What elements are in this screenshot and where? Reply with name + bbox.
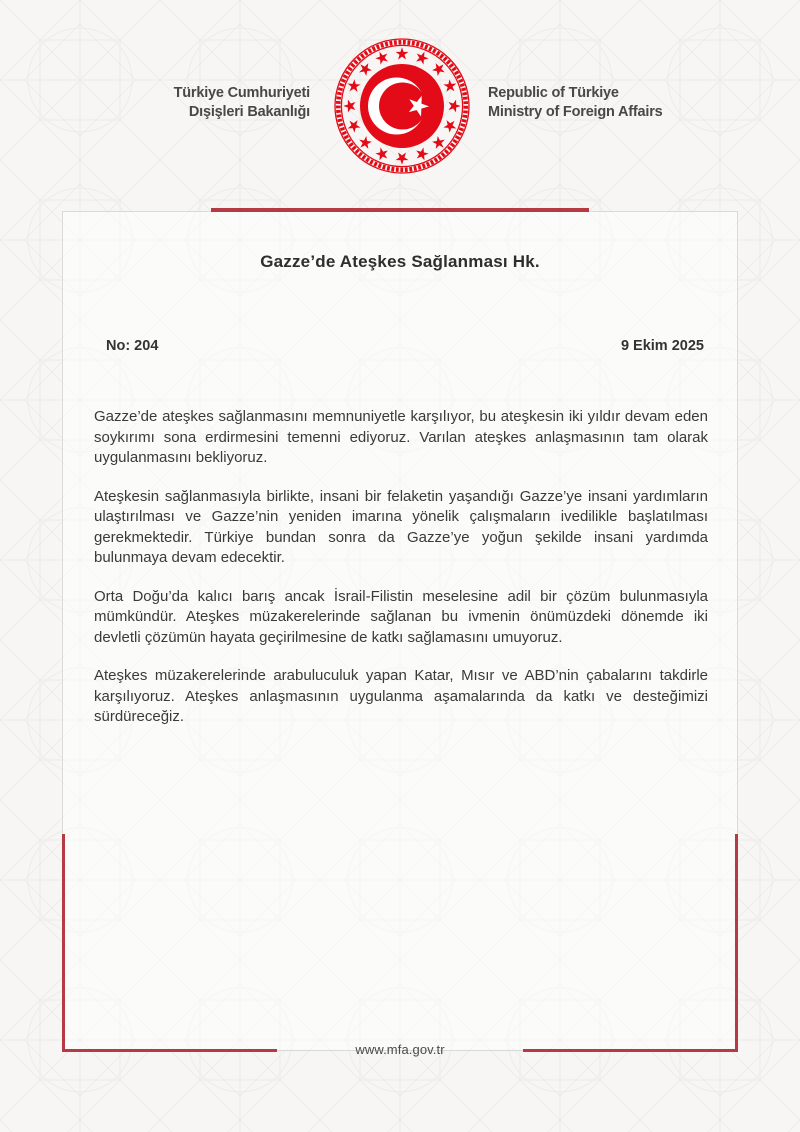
top-red-accent-bar — [211, 208, 589, 212]
org-name-en-line2: Ministry of Foreign Affairs — [488, 104, 663, 120]
document-meta-row — [106, 338, 704, 354]
org-name-en-line1: Republic of Türkiye — [488, 85, 619, 101]
turkiye-mfa-emblem-icon — [332, 36, 472, 176]
right-red-accent-bar — [735, 834, 738, 1052]
org-name-turkish — [120, 84, 310, 122]
paragraph-1: Gazze’de ateşkes sağlanmasını memnuniyetle karşılıyor, bu ateşkesin iki yıldır devam eden soykırımı sona erdirmesini temenni ediyoruz. Varılan ateşkes anlaşmasının tam olarak uygulanmasını bekliyoruz. — [94, 408, 708, 466]
org-name-english — [488, 84, 708, 122]
org-name-tr-line2: Dışişleri Bakanlığı — [188, 104, 310, 120]
paragraph-4: Ateşkes müzakerelerinde arabuluculuk yapan Katar, Mısır ve ABD’nin çabalarını takdirle karşılıyoruz. Ateşkes anlaşmasının uygulanma aşamalarında da katkı ve desteğimizi sürdüreceğiz. — [94, 667, 708, 725]
document-number: No: 204 — [106, 338, 159, 354]
document-title: Gazze’de Ateşkes Sağlanması Hk. — [260, 252, 540, 271]
document-body — [94, 407, 708, 746]
footer-url: www.mfa.gov.tr — [355, 1042, 445, 1057]
paragraph-3: Orta Doğu’da kalıcı barış ancak İsrail-Filistin meselesine adil bir çözüm bulunmasıyla mümkündür. Ateşkes müzakerelerinde sağlanan bu ivmenin önümüzdeki dönemde iki devletli çözümün hayata geçirilmesine de katkı sağlamasını umuyoruz. — [94, 587, 708, 646]
org-name-tr-line1: Türkiye Cumhuriyeti — [173, 85, 310, 101]
document-date: 9 Ekim 2025 — [620, 338, 704, 354]
left-red-accent-bar — [62, 834, 65, 1052]
paragraph-2: Ateşkesin sağlanmasıyla birlikte, insani bir felaketin yaşandığı Gazze’ye insani yardımların ulaştırılması ve Gazze’nin yeniden imarına yönelik çalışmaların ivedilikle başlatılması gerekmektedir. Türkiye bundan sonra da Gazze’ye yoğun şekilde insani yardımda bulunmaya devam edecektir. — [94, 487, 708, 566]
bottom-left-red-accent-bar — [62, 1049, 277, 1052]
bottom-right-red-accent-bar — [523, 1049, 738, 1052]
